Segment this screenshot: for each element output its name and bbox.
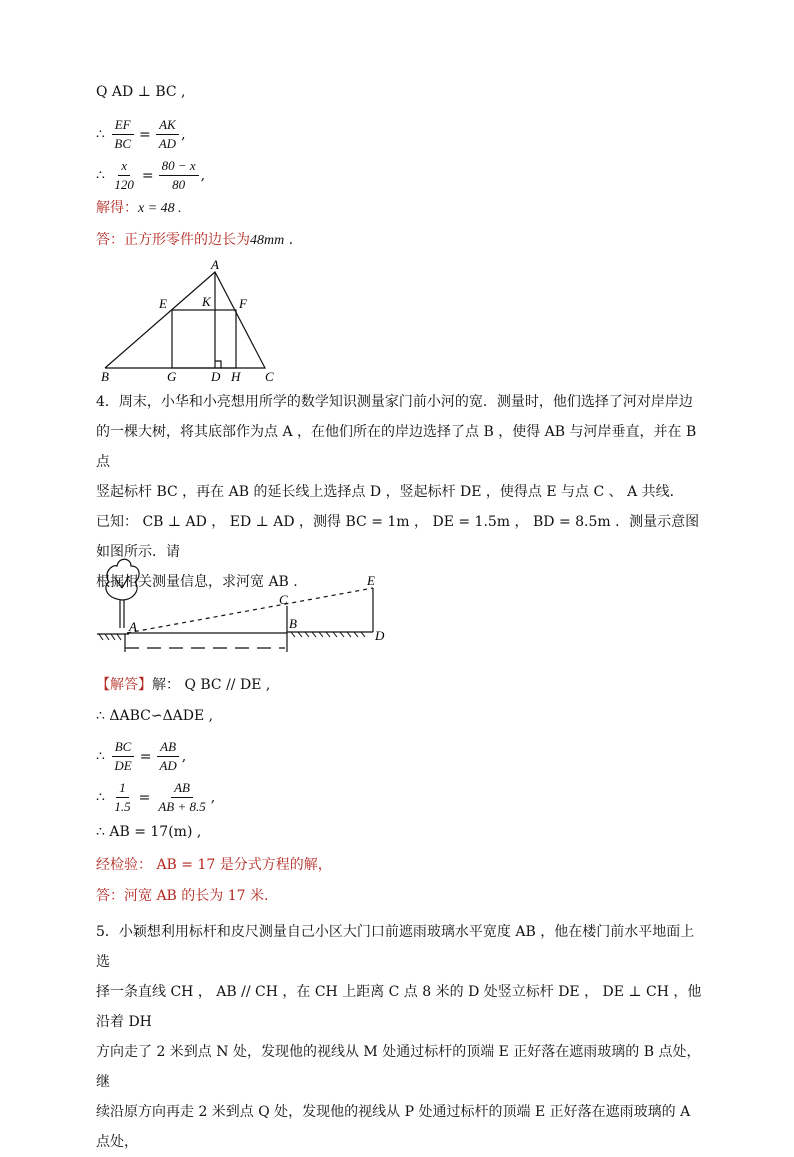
answer-line-1: 答：正方形零件的边长为48mm . [96, 232, 294, 248]
fraction-ef-bc: $\frac{EF}{BC}$ [111, 116, 134, 153]
fraction-ak-ad: $\frac{AK}{AD}$ [156, 116, 179, 153]
tree-branches [115, 576, 129, 588]
label-d: D [211, 369, 221, 384]
label-f: F [239, 296, 247, 311]
river-width-figure [95, 548, 395, 658]
label-e: E [367, 573, 375, 588]
fraction-ab-ab-8-5: $\frac{AB}{AB + 8.5}$ [158, 780, 206, 814]
label-d: D [375, 628, 385, 643]
fraction-x-120: $\frac{x}{120}$ [114, 158, 134, 192]
equation-ef-bc: ∴ $\frac{EF}{BC}$ = $\frac{AK}{AD}$ , [96, 117, 186, 151]
triangle-abc [105, 272, 265, 368]
fraction-1-1-5: $\frac{1}{1.5}$ [114, 780, 131, 814]
equation-x-120: ∴ $\frac{x}{120}$ = $\frac{80 - x}{80}$ , [96, 158, 206, 192]
result-ab: ∴ AB = 17(m) , [96, 824, 202, 840]
right-angle-mark [215, 361, 221, 368]
fraction-ab-ad: $\frac{AB}{AD}$ [156, 738, 179, 775]
equation-1-1-5: ∴ $\frac{1}{1.5}$ = $\frac{AB}{AB + 8.5}$ , [96, 780, 216, 814]
triangle-square-figure [95, 255, 290, 385]
right-bank-hatching [291, 632, 365, 637]
label-a: A [211, 257, 219, 272]
label-b: B [289, 616, 297, 631]
label-c: C [279, 592, 288, 607]
fraction-bc-de: $\frac{BC}{DE}$ [111, 738, 134, 775]
label-h: H [231, 369, 241, 384]
label-g: G [167, 369, 177, 384]
statement-ad-perp-bc: Q AD ⊥ BC , [96, 84, 186, 100]
answer-line-2: 答：河宽 AB 的长为 17 米. [96, 888, 269, 904]
verification: 经检验： AB = 17 是分式方程的解， [96, 857, 332, 873]
label-b: B [101, 369, 109, 384]
label-k: K [202, 294, 211, 309]
left-bank-hatching [99, 634, 121, 640]
tree-trunk [120, 600, 124, 628]
problem-4-text: 4．周末，小华和小亮想用所学的数学知识测量家门前小河的宽．测量时，他们选择了河对岸岸边 的一棵大树，将其底部作为点 A ，在他们所在的岸边选择了点 B ，使得 AB 与河岸垂直，并在 B 点 竖起标杆 BC ，再在 AB 的延长线上选择点 D ，竖起标杆 DE ，使得点 E 与点 C 、 A 共线． 已知： CB ⊥ AD ， ED ⊥ AD ，测得 BC = 1m ， DE = 1.5m ， BD = 8.5m ．测量示意图如图所示．请 根据相关测量信息，求河宽 AB . [96, 394, 700, 590]
square-efhg [172, 310, 236, 368]
similar-triangles: ∴ ΔABC∽ΔADE , [96, 708, 214, 724]
solution-4-start: 【解答】解： Q BC // DE , [96, 677, 271, 693]
label-c: C [265, 369, 274, 384]
tree-canopy [106, 559, 139, 600]
solve-result: 解得：x = 48 . [96, 200, 182, 216]
fraction-80-x: $\frac{80 - x}{80}$ [159, 157, 199, 194]
sight-line-ace [127, 588, 373, 633]
label-a: A [129, 619, 137, 634]
problem-5-text: 5．小颖想利用标杆和皮尺测量自己小区大门口前遮雨玻璃水平宽度 AB ，他在楼门前水平地面上选 择一条直线 CH ， AB // CH ，在 CH 上距离 C 点 8 米的 D 处竖立标杆 DE ， DE ⊥ CH ，他沿着 DH 方向走了 2 米到点 N 处，发现他的视线从 M 处通过标杆的顶端 E 正好落在遮雨玻璃的 B 点处，继 续沿原方向再走 2 米到点 Q 处，发现他的视线从 P 处通过标杆的顶端 E 正好落在遮雨玻璃的 A 点处， [96, 924, 702, 1150]
label-e: E [159, 296, 167, 311]
equation-bc-de: ∴ $\frac{BC}{DE}$ = $\frac{AB}{AD}$ , [96, 739, 187, 773]
